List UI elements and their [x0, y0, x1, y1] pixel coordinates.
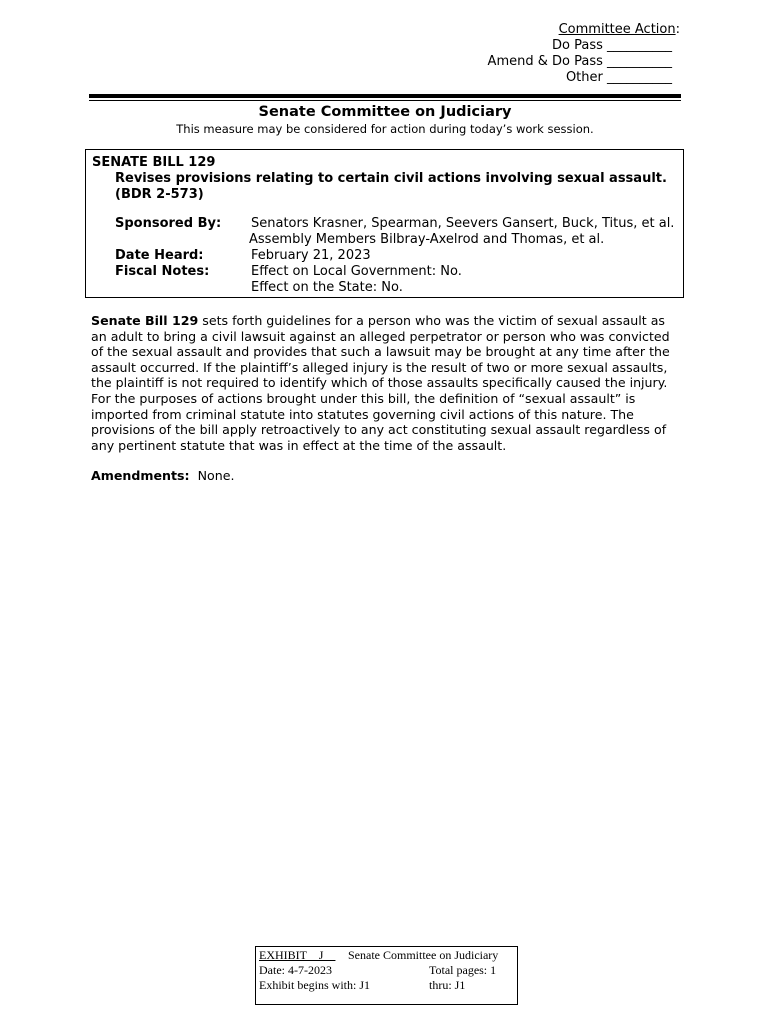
committee-action-heading	[488, 22, 680, 38]
header-rule-thick	[89, 94, 681, 98]
sponsors-senate: Senators Krasner, Spearman, Seevers Gansert, Buck, Titus, et al.	[251, 216, 675, 231]
amendments-label: Amendments:	[91, 468, 190, 483]
bill-description	[91, 313, 676, 453]
fiscal-state: Effect on the State: No.	[251, 280, 403, 295]
sponsors-assembly: Assembly Members Bilbray-Axelrod and Thomas, et al.	[249, 232, 605, 247]
exhibit-thru: thru: J1	[429, 978, 466, 992]
sponsored-by-label: Sponsored By:	[115, 216, 222, 231]
committee-action-title: Committee Action	[558, 22, 676, 37]
exhibit-stamp	[255, 946, 518, 1005]
bill-reference: Senate Bill 129	[91, 313, 199, 328]
bill-description-text: sets forth guidelines for a person who was the victim of sexual assault as an adult to bring a civil lawsuit against an alleged perpetrator or person who was convicted of the sexual assault and provides that such a lawsuit may be brought at any time after the assault occurred. If the plaintiff’s alleged injury is the result of two or more sexual assaults, the plaintiff is not required to identify which of those assaults specifically caused the injury. For the purposes of actions brought under this bill, the definition of “sexual assault” is imported from criminal statute into statutes governing civil actions of this nature. The provisions of the bill apply retroactively to any act constituting sexual assault regardless of any pertinent statute that was in effect at the time of the assault.	[91, 313, 670, 453]
bill-bdr: (BDR 2-573)	[115, 187, 204, 202]
amendments-value: None.	[197, 468, 235, 483]
date-heard-value: February 21, 2023	[251, 248, 371, 263]
bill-number: SENATE BILL 129	[92, 155, 216, 170]
bill-summary	[115, 171, 675, 203]
date-heard-label: Date Heard:	[115, 248, 204, 263]
exhibit-label: EXHIBIT J	[259, 948, 336, 962]
action-other: Other __________	[565, 70, 672, 85]
committee-action-colon: :	[675, 22, 680, 37]
exhibit-date: Date: 4-7-2023	[259, 963, 332, 977]
fiscal-notes-label: Fiscal Notes:	[115, 264, 210, 279]
fiscal-local: Effect on Local Government: No.	[251, 264, 462, 279]
work-session-notice: This measure may be considered for action during today’s work session.	[176, 122, 594, 136]
bill-info-box	[85, 149, 684, 298]
exhibit-begins: Exhibit begins with: J1	[259, 978, 370, 992]
exhibit-total-pages: Total pages: 1	[429, 963, 497, 977]
action-do-pass: Do Pass __________	[552, 38, 672, 53]
header-rule-thin	[89, 100, 681, 101]
exhibit-committee: Senate Committee on Judiciary	[348, 948, 499, 962]
action-amend-do-pass: Amend & Do Pass __________	[487, 54, 672, 69]
bill-summary-text: Revises provisions relating to certain civil actions involving sexual assault.	[115, 171, 667, 186]
amendments	[91, 468, 234, 483]
committee-title: Senate Committee on Judiciary	[258, 104, 512, 120]
committee-action-block	[488, 22, 680, 86]
